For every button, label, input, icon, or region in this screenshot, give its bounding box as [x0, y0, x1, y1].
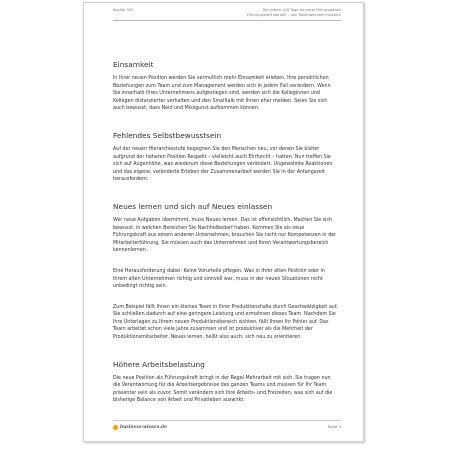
page-number: Seite 4 — [327, 424, 341, 429]
logo-text: business-wissen.de — [120, 424, 167, 430]
section-heading-selbstbewusstsein: Fehlendes Selbstbewusstsein — [113, 130, 222, 140]
paragraph: Auf der neuen Hierarchiestufe begegnen Sie den Menschen neu, vor denen Sie bisher aufgrund der höheren Position Respekt – vielleicht auch Ehrfurcht – hatten. Nun treffen Sie sich auf Augenhöhe, was wiederum diese Beziehungen verändert. Ungewohnte Reaktionen und das eigene, veränderte Erleben der Zusammenarbeit werden Sie in der Anfangszeit herausfordern. — [113, 146, 333, 183]
paragraph: Wer neue Aufgaben übernimmt, muss Neues lernen. Das ist offensichtlich. Machen Sie sich bewusst, in welchen Bereichen Sie Nachholbedarf haben. Kommen Sie als neue Führungskraft aus einem anderen Unternehmen, brauchen Sie nicht nur Kompetenzen in der Mitarbeiterführung. Sie müssen auch das Unternehmen und Ihren Verantwortungsbereich kennenlernen. — [113, 217, 337, 254]
header-title-line2: Führungskraft werden – den Rollenwechsel meistern — [247, 13, 341, 17]
header-divider — [113, 20, 341, 21]
paragraph: Eine Herausforderung dabei: Keine Vorurteile pflegen. Was in Ihrer alten Position oder in Ihrem alten Unternehmen richtig und sinnvoll war, muss in der neuen Situationen nicht unbedingt richtig sein. — [113, 268, 325, 290]
section-heading-neues-lernen: Neues lernen und sich auf Neues einlassen — [113, 201, 273, 211]
header-chapter: Kapitel 302 — [113, 8, 134, 12]
header-title-line1: Die ersten 100 Tage als neue Führungskraft — [262, 8, 341, 12]
document-page — [83, 2, 364, 442]
paragraph: Zum Beispiel fällt Ihnen ein kleines Team in Ihrer Produktionshalle durch Geschwätzigkeit auf. Sie schließen dadurch auf eine geringere Leistung und ermahnen dieses Team. Nachdem Sie Ihre Unterlagen zu Ihrem neuen Produktionsbereich sichten, fällt Ihnen Ihr Fehler auf. Das Team arbeitet schon viele Jahre zusammen und ist produktiver als die Mehrheit der Produktionsmitarbeiter. Neues lernen, heißt also auch, sich neu zu orientieren. — [113, 304, 338, 341]
footer-divider — [113, 420, 341, 421]
logo-dot-icon — [113, 425, 118, 430]
section-heading-einsamkeit: Einsamkeit — [113, 60, 154, 69]
footer-logo — [113, 423, 167, 431]
section-heading-arbeitsbelastung: Höhere Arbeitsbelastung — [113, 359, 205, 369]
page-content — [113, 60, 339, 405]
paragraph: In Ihrer neuen Position werden Sie vermutlich mehr Einsamkeit erleben. Ihre persönlichen Beziehungen zum Team und zum Management werden sich in jedem Fall verändern. Wenn Sie innerhalb Ihres Unternehmens aufgestiegen sind, werden sich die Kolleginnen und Kollegen distanzierter verhalten und den Smalltalk mit Ihnen eher meiden. Seien Sie sich auch bewusst, dass Neid und Missgunst aufkommen können. — [113, 76, 331, 112]
header-title — [247, 8, 341, 18]
paragraph: Die neue Position als Führungskraft bringt in der Regel Mehrarbeit mit sich. Sie tragen nun die Verantwortung für die Arbeitsergebnisse des ganzen Teams und müssen für Ihr Team präsenter sein als zuvor. Somit verändern sich Ihre Arbeits- und Freizeiten, was sich auf die bisherige Balance von Arbeit und Privatleben auswirkt. — [113, 375, 333, 404]
